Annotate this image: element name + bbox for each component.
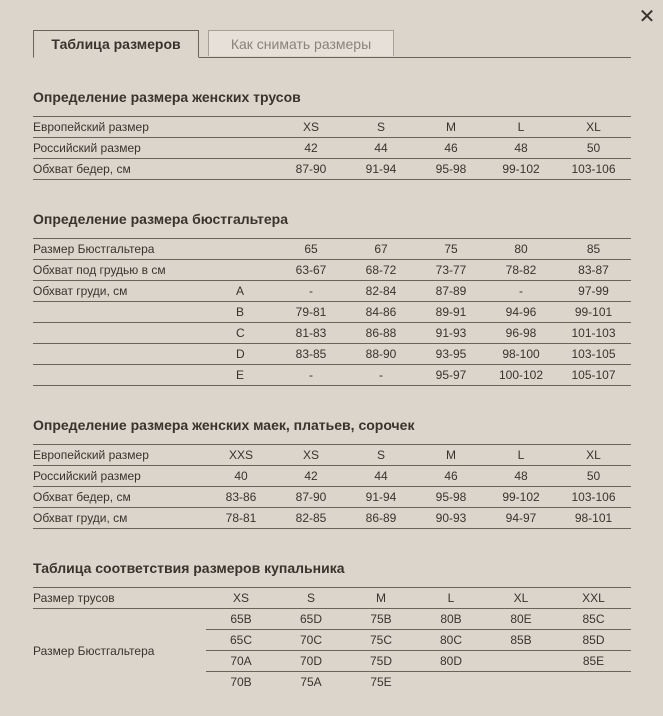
table-cell: 80D bbox=[416, 651, 486, 672]
row-label: Обхват бедер, см bbox=[33, 159, 276, 180]
table-cell: XS bbox=[206, 588, 276, 609]
table-cell: 97-99 bbox=[556, 281, 631, 302]
table-cell: 78-82 bbox=[486, 260, 556, 281]
tops-table bbox=[33, 444, 631, 529]
table-row bbox=[33, 281, 631, 302]
table-cell: 86-89 bbox=[346, 508, 416, 529]
row-label bbox=[33, 302, 231, 323]
table-cell: 44 bbox=[346, 138, 416, 159]
table-cell: XS bbox=[276, 445, 346, 466]
row-label: Обхват под грудью в см bbox=[33, 260, 231, 281]
table-cell: 65C bbox=[206, 630, 276, 651]
table-cell: M bbox=[416, 445, 486, 466]
table-cell: 50 bbox=[556, 466, 631, 487]
table-row bbox=[33, 344, 631, 365]
table-cell: 87-90 bbox=[276, 159, 346, 180]
table-cell: 75B bbox=[346, 609, 416, 630]
table-cell: 73-77 bbox=[416, 260, 486, 281]
table-cell: S bbox=[276, 588, 346, 609]
table-cell: 87-90 bbox=[276, 487, 346, 508]
table-cell: 91-94 bbox=[346, 159, 416, 180]
table-cell: - bbox=[276, 365, 346, 386]
table-cell: 95-97 bbox=[416, 365, 486, 386]
table-cell: 99-102 bbox=[486, 487, 556, 508]
table-row bbox=[33, 508, 631, 529]
table-row bbox=[33, 138, 631, 159]
table-cell: L bbox=[486, 117, 556, 138]
row-label: Европейский размер bbox=[33, 117, 276, 138]
table-cell bbox=[556, 672, 631, 693]
row-label: Обхват груди, см bbox=[33, 508, 206, 529]
table-cell: 88-90 bbox=[346, 344, 416, 365]
table-row bbox=[33, 260, 631, 281]
table-row bbox=[33, 466, 631, 487]
table-cell: 65 bbox=[276, 239, 346, 260]
table-cell: 42 bbox=[276, 138, 346, 159]
table-cell: 75 bbox=[416, 239, 486, 260]
table-cell: XS bbox=[276, 117, 346, 138]
table-cell: 42 bbox=[276, 466, 346, 487]
table-row bbox=[33, 323, 631, 344]
table-cell: 85 bbox=[556, 239, 631, 260]
table-row bbox=[33, 588, 631, 609]
table-cell: 70A bbox=[206, 651, 276, 672]
table-cell: M bbox=[346, 588, 416, 609]
table-cell: M bbox=[416, 117, 486, 138]
table-row bbox=[33, 239, 631, 260]
table-cell: 105-107 bbox=[556, 365, 631, 386]
tab-bar bbox=[33, 30, 631, 58]
table-row bbox=[33, 365, 631, 386]
table-cell: 84-86 bbox=[346, 302, 416, 323]
row-label: Российский размер bbox=[33, 138, 276, 159]
table-cell: 75C bbox=[346, 630, 416, 651]
table-cell: 103-106 bbox=[556, 159, 631, 180]
table-cell: 80E bbox=[486, 609, 556, 630]
table-cell: S bbox=[346, 117, 416, 138]
table-cell: XL bbox=[556, 117, 631, 138]
table-row bbox=[33, 117, 631, 138]
row-label bbox=[33, 323, 231, 344]
table-cell: 89-91 bbox=[416, 302, 486, 323]
table-row bbox=[33, 445, 631, 466]
table-cell: - bbox=[276, 281, 346, 302]
table-cell: 46 bbox=[416, 138, 486, 159]
cup-label bbox=[231, 239, 276, 260]
cup-label: A bbox=[231, 281, 276, 302]
table-cell: 81-83 bbox=[276, 323, 346, 344]
table-cell: 50 bbox=[556, 138, 631, 159]
cup-label: E bbox=[231, 365, 276, 386]
table-cell: S bbox=[346, 445, 416, 466]
row-label: Размер Бюстгальтера bbox=[33, 239, 231, 260]
table-cell: 85B bbox=[486, 630, 556, 651]
table-cell: 101-103 bbox=[556, 323, 631, 344]
table-cell: 83-85 bbox=[276, 344, 346, 365]
table-cell: 98-101 bbox=[556, 508, 631, 529]
table-row bbox=[33, 302, 631, 323]
table-cell: 103-105 bbox=[556, 344, 631, 365]
table-cell: 82-85 bbox=[276, 508, 346, 529]
table-cell: 82-84 bbox=[346, 281, 416, 302]
table-cell: 100-102 bbox=[486, 365, 556, 386]
table-cell: 94-97 bbox=[486, 508, 556, 529]
table-cell: XXL bbox=[556, 588, 631, 609]
table-row bbox=[33, 487, 631, 508]
table-cell: 75E bbox=[370, 675, 392, 689]
table-cell: 40 bbox=[206, 466, 276, 487]
table-cell: 85D bbox=[556, 630, 631, 651]
table-cell: 99-101 bbox=[556, 302, 631, 323]
table-cell: - bbox=[486, 281, 556, 302]
table-cell: 86-88 bbox=[346, 323, 416, 344]
table-cell: 78-81 bbox=[206, 508, 276, 529]
table-cell: 94-96 bbox=[486, 302, 556, 323]
table-cell: 70B bbox=[230, 675, 252, 689]
table-cell: 103-106 bbox=[556, 487, 631, 508]
table-row bbox=[33, 159, 631, 180]
table-cell: 80C bbox=[416, 630, 486, 651]
row-label: Европейский размер bbox=[33, 445, 206, 466]
table-cell: 79-81 bbox=[276, 302, 346, 323]
close-icon[interactable]: ✕ bbox=[638, 6, 656, 28]
table-cell: XL bbox=[556, 445, 631, 466]
table-cell bbox=[416, 672, 486, 693]
table-cell: 75D bbox=[346, 651, 416, 672]
table-cell: 87-89 bbox=[416, 281, 486, 302]
panties-table bbox=[33, 116, 631, 180]
table-cell bbox=[486, 672, 556, 693]
cup-label bbox=[231, 260, 276, 281]
table-cell: 95-98 bbox=[416, 159, 486, 180]
row-label: Обхват бедер, см bbox=[33, 487, 206, 508]
table-cell: 70C bbox=[276, 630, 346, 651]
panties-title: Определение размера женских трусов bbox=[33, 89, 301, 105]
table-cell: XL bbox=[486, 588, 556, 609]
cup-label: B bbox=[231, 302, 276, 323]
table-cell: 91-93 bbox=[416, 323, 486, 344]
table-cell: 75A bbox=[300, 675, 322, 689]
table-cell: 67 bbox=[346, 239, 416, 260]
row-label: Размер Бюстгальтера bbox=[33, 643, 155, 658]
row-label: Российский размер bbox=[33, 466, 206, 487]
table-cell: 80 bbox=[486, 239, 556, 260]
table-cell: 48 bbox=[486, 466, 556, 487]
table-cell: 95-98 bbox=[416, 487, 486, 508]
cup-label: D bbox=[231, 344, 276, 365]
table-cell: 65B bbox=[206, 609, 276, 630]
table-cell bbox=[486, 651, 556, 672]
bra-table bbox=[33, 238, 631, 386]
tops-title: Определение размера женских маек, платьев, сорочек bbox=[33, 417, 415, 433]
table-cell: 93-95 bbox=[416, 344, 486, 365]
table-cell: 83-86 bbox=[206, 487, 276, 508]
table-cell: 80B bbox=[416, 609, 486, 630]
table-cell: 91-94 bbox=[346, 487, 416, 508]
table-cell: 83-87 bbox=[556, 260, 631, 281]
table-cell: 85C bbox=[556, 609, 631, 630]
table-cell: 46 bbox=[416, 466, 486, 487]
row-label bbox=[33, 365, 231, 386]
table-cell: 65D bbox=[276, 609, 346, 630]
table-cell: 68-72 bbox=[346, 260, 416, 281]
table-cell: 85E bbox=[556, 651, 631, 672]
table-cell: 48 bbox=[486, 138, 556, 159]
table-cell: - bbox=[346, 365, 416, 386]
table-cell: 96-98 bbox=[486, 323, 556, 344]
table-cell: 70D bbox=[276, 651, 346, 672]
table-cell: XXS bbox=[206, 445, 276, 466]
table-cell: 99-102 bbox=[486, 159, 556, 180]
table-cell: L bbox=[486, 445, 556, 466]
tab-how-to-measure[interactable]: Как снимать размеры bbox=[208, 30, 394, 56]
cup-label: C bbox=[231, 323, 276, 344]
tab-size-table[interactable]: Таблица размеров bbox=[33, 30, 199, 58]
row-label: Обхват груди, см bbox=[33, 281, 231, 302]
table-cell: 98-100 bbox=[486, 344, 556, 365]
table-cell: 44 bbox=[346, 466, 416, 487]
table-cell: 90-93 bbox=[416, 508, 486, 529]
table-row bbox=[33, 609, 631, 630]
row-label: Размер трусов bbox=[33, 588, 206, 609]
swimsuit-table bbox=[33, 587, 631, 692]
table-cell: L bbox=[416, 588, 486, 609]
swimsuit-title: Таблица соответствия размеров купальника bbox=[33, 560, 345, 576]
row-label bbox=[33, 344, 231, 365]
bra-title: Определение размера бюстгальтера bbox=[33, 211, 289, 227]
table-cell: 63-67 bbox=[276, 260, 346, 281]
